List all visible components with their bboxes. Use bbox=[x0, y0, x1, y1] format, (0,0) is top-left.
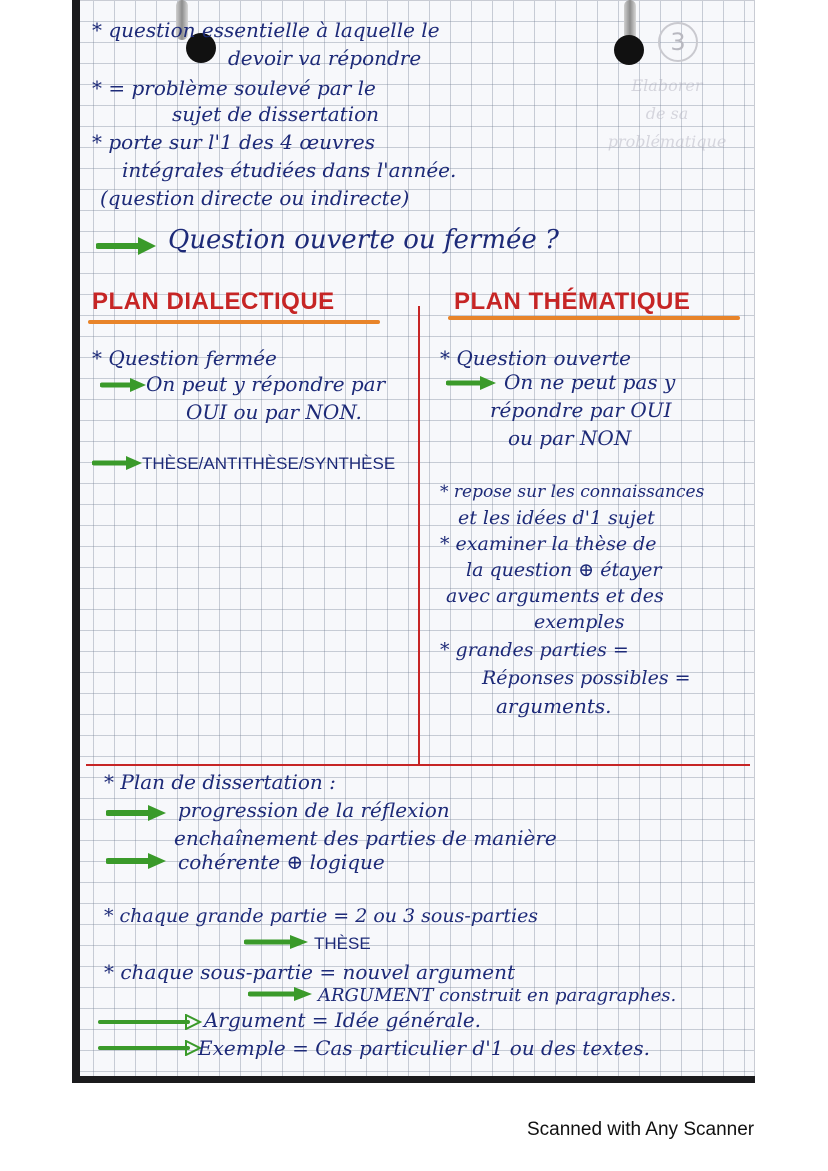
right-item: avec arguments et des bbox=[446, 585, 664, 607]
left-item: On peut y répondre par bbox=[146, 372, 386, 396]
green-arrow-icon bbox=[92, 455, 144, 471]
ghost-text-3: problématique bbox=[607, 132, 727, 151]
binder-ring-right bbox=[624, 0, 636, 40]
card-bottom-edge bbox=[72, 1076, 755, 1083]
right-item: la question ⊕ étayer bbox=[466, 559, 662, 581]
right-item: On ne peut pas y bbox=[504, 370, 676, 394]
left-title-underline bbox=[88, 320, 380, 324]
left-item: OUI ou par NON. bbox=[186, 400, 362, 424]
plan-line: progression de la réflexion bbox=[178, 798, 450, 822]
right-item: * Question ouverte bbox=[440, 346, 631, 370]
column-divider bbox=[418, 306, 420, 766]
green-arrow-icon bbox=[106, 804, 168, 822]
right-item: exemples bbox=[534, 611, 625, 633]
green-arrow-icon bbox=[106, 852, 168, 870]
ghost-text-1: Elaborer bbox=[631, 76, 703, 95]
intro-line: * question essentielle à laquelle le bbox=[92, 18, 440, 42]
green-arrow-icon bbox=[248, 986, 314, 1002]
green-arrow-icon bbox=[244, 934, 310, 950]
right-item: répondre par OUI bbox=[490, 398, 672, 422]
right-title-underline bbox=[448, 316, 740, 320]
plan-line: cohérente ⊕ logique bbox=[178, 850, 385, 874]
punch-hole-right bbox=[614, 35, 644, 65]
section-divider bbox=[86, 764, 750, 766]
plan-line: THÈSE bbox=[314, 934, 371, 953]
ghost-text-2: de sa bbox=[645, 104, 689, 123]
green-arrow-icon bbox=[98, 1014, 202, 1030]
green-arrow-icon bbox=[446, 375, 498, 391]
green-arrow-icon bbox=[98, 1040, 202, 1056]
right-item: * grandes parties = bbox=[440, 639, 629, 661]
right-item: * examiner la thèse de bbox=[440, 533, 657, 555]
plan-line: * chaque sous-partie = nouvel argument bbox=[104, 960, 516, 984]
plan-line: * Plan de dissertation : bbox=[104, 770, 336, 794]
left-item: THÈSE/ANTITHÈSE/SYNTHÈSE bbox=[142, 454, 396, 473]
intro-line: sujet de dissertation bbox=[172, 102, 380, 126]
green-arrow-icon bbox=[100, 377, 148, 393]
right-item: et les idées d'1 sujet bbox=[458, 507, 655, 529]
green-arrow-icon bbox=[96, 236, 158, 256]
right-item: Réponses possibles = bbox=[482, 667, 691, 689]
right-item: * repose sur les connaissances bbox=[440, 482, 705, 502]
right-item: arguments. bbox=[496, 694, 612, 718]
intro-line: * porte sur l'1 des 4 œuvres bbox=[92, 130, 375, 154]
plan-line: Exemple = Cas particulier d'1 ou des textes. bbox=[198, 1036, 650, 1060]
card-left-edge bbox=[72, 0, 80, 1082]
intro-line: devoir va répondre bbox=[228, 46, 422, 70]
left-item: * Question fermée bbox=[92, 346, 277, 370]
intro-line: (question directe ou indirecte) bbox=[100, 186, 410, 210]
plan-line: ARGUMENT construit en paragraphes. bbox=[318, 985, 677, 1006]
right-item: ou par NON bbox=[508, 426, 632, 450]
plan-line: * chaque grande partie = 2 ou 3 sous-parties bbox=[104, 905, 539, 927]
question-heading: Question ouverte ou fermée ? bbox=[168, 225, 559, 255]
scanner-watermark: Scanned with Any Scanner bbox=[527, 1119, 755, 1140]
plan-line: Argument = Idée générale. bbox=[204, 1008, 482, 1032]
right-column-title: PLAN THÉMATIQUE bbox=[454, 288, 691, 315]
intro-line: * = problème soulevé par le bbox=[92, 76, 376, 100]
plan-line: enchaînement des parties de manière bbox=[174, 826, 557, 850]
intro-line: intégrales étudiées dans l'année. bbox=[122, 158, 457, 182]
left-column-title: PLAN DIALECTIQUE bbox=[92, 288, 335, 315]
page-number-badge: 3 bbox=[658, 22, 698, 62]
